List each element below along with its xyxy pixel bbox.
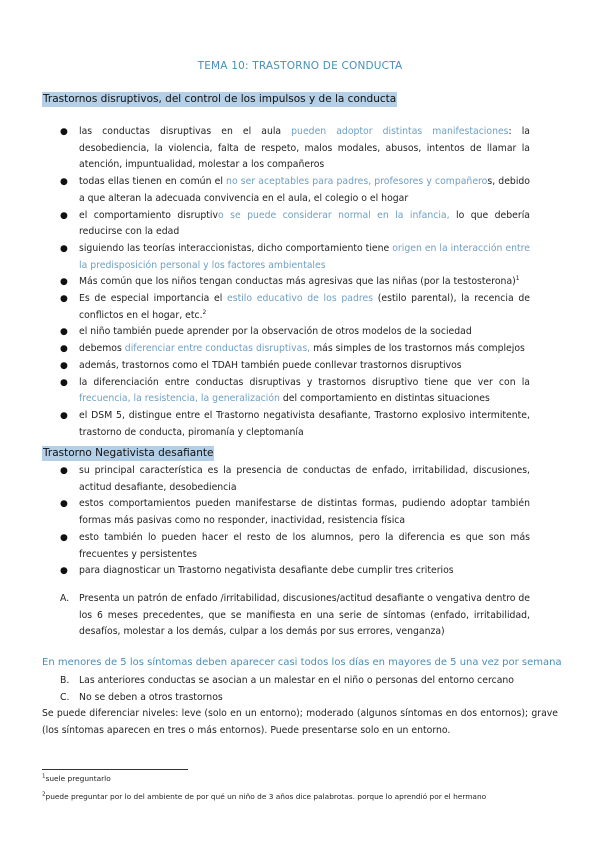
footnote-1 [42, 774, 111, 783]
bullet-text: debemos [79, 343, 125, 355]
highlighted-text: estilo educativo de los padres [227, 293, 374, 305]
bullet-text: más simples de los trastornos más complejos [310, 343, 525, 355]
highlighted-text: o se puede considerar normal en la infancia, [218, 209, 450, 221]
bullet-icon: ● [60, 294, 68, 305]
bullet-text: esto también lo pueden hacer el resto de los alumnos, pero la diferencia es que son más frecuentes y persistentes [79, 531, 530, 560]
list-item [0, 673, 600, 690]
highlighted-text: diferenciar entre conductas disruptivas, [124, 343, 311, 355]
disruptive-bullet-list [0, 124, 600, 441]
footnote-2 [42, 792, 486, 801]
bullet-icon: ● [60, 344, 68, 355]
footnote-number: 1 [42, 773, 46, 780]
bullet-icon: ● [60, 566, 68, 577]
section-heading-negativista: Trastorno Negativista desafiante [43, 447, 214, 459]
criterion-text: Las anteriores conductas se asocian a un malestar en el niño o personas del entorno cercano [79, 675, 514, 686]
list-item [0, 591, 600, 641]
list-item [0, 208, 600, 241]
document-title: TEMA 10: TRASTORNO DE CONDUCTA [197, 60, 403, 72]
bullet-text: (estilo parental), la recencia de conflictos en el hogar, etc. [79, 293, 530, 321]
criterion-letter: B. [60, 675, 70, 686]
footnote-number: 2 [42, 791, 46, 798]
frequency-note: En menores de 5 los síntomas deben aparecer casi todos los días en mayores de 5 una vez por semana [42, 657, 562, 668]
severity-paragraph: Se puede diferenciar niveles: leve (solo en un entorno); moderado (algunos síntomas en dos entornos); grave (los síntomas aparecen en tres o más entornos). Puede presentarse solo en un entorno. [42, 708, 558, 736]
footnote-divider [42, 769, 188, 770]
footnote-ref[interactable]: 2 [202, 308, 207, 316]
list-item [0, 563, 600, 580]
bullet-text: del comportamiento en distintas situaciones [279, 393, 490, 405]
bullet-icon: ● [60, 499, 68, 510]
bullet-text: s, debido a que alteran la adecuada convivencia en el aula, el colegio o el hogar [79, 176, 530, 204]
criterion-letter: A. [60, 593, 70, 604]
criteria-b-c [0, 673, 600, 706]
criterion-text: Presenta un patrón de enfado /irritabilidad, discusiones/actitud desafiante o vengativa dentro de los 6 meses precedentes, que se manifiesta en una serie de síntomas (enfado, irritabilidad, desafíos, molestar a los demás, culpar a los demás por sus errores, venganza) [79, 593, 530, 638]
list-item [0, 241, 600, 274]
bullet-icon: ● [60, 127, 68, 137]
list-item [0, 341, 600, 358]
bullet-text: siguiendo las teorías interaccionistas, dicho comportamiento tiene [79, 242, 393, 254]
bullet-text: el comportamiento disruptiv [79, 209, 219, 221]
bullet-text: para diagnosticar un Trastorno negativista desafiante debe cumplir tres criterios [79, 565, 454, 577]
list-item [0, 375, 600, 408]
bullet-icon: ● [60, 277, 68, 288]
bullet-icon: ● [60, 410, 68, 421]
highlighted-text: frecuencia, la resistencia, la generalización [79, 393, 280, 405]
bullet-text: su principal característica es la presencia de conductas de enfado, irritabilidad, discusiones, actitud desafiante, desobediencia [79, 465, 530, 493]
footnote-ref[interactable]: 1 [515, 275, 520, 283]
bullet-icon: ● [60, 327, 68, 338]
list-item [0, 408, 600, 441]
bullet-icon: ● [60, 243, 68, 254]
bullet-text: el niño también puede aprender por la observación de otros modelos de la sociedad [79, 326, 472, 338]
highlighted-text: pueden adoptor distintas manifestaciones [291, 126, 509, 137]
list-item [0, 690, 600, 707]
section-heading-disruptivos: Trastornos disruptivos, del control de los impulsos y de la conducta [43, 93, 397, 105]
highlighted-text: no ser aceptables para padres, profesores y compañero [226, 176, 488, 188]
negativista-bullet-list [0, 463, 600, 580]
footnote-text: puede preguntar por lo del ambiente de por qué un niño de 3 años dice palabrotas. porque lo aprendió por el hermano [45, 792, 487, 801]
bullet-icon: ● [60, 532, 68, 543]
bullet-text: todas ellas tienen en común el [79, 176, 227, 188]
bullet-icon: ● [60, 360, 68, 371]
bullet-text: Más común que los niños tengan conductas más agresivas que las niñas (por la testosterona) [79, 276, 516, 288]
criterion-a [0, 591, 600, 641]
bullet-icon: ● [60, 377, 68, 388]
list-item [0, 358, 600, 375]
list-item [0, 324, 600, 341]
list-item [0, 463, 600, 496]
bullet-icon: ● [60, 210, 68, 221]
list-item [0, 496, 600, 529]
criterion-text: No se deben a otros trastornos [79, 691, 223, 703]
list-item [0, 174, 600, 207]
bullet-text: lo que debería reducirse con la edad [79, 209, 530, 238]
list-item [0, 291, 600, 324]
bullet-text: : la desobediencia, la violencia, falta de respeto, malos modales, abusos, intentos de llamar la atención, impuntualidad, molestar a los compañeros [79, 126, 530, 171]
list-item [0, 530, 600, 563]
list-item [0, 124, 600, 174]
highlighted-text: origen en la interacción entre la predisposición personal y los factores ambientales [79, 242, 530, 271]
bullet-icon: ● [60, 466, 68, 476]
bullet-text: además, trastornos como el TDAH también puede conllevar trastornos disruptivos [79, 359, 462, 371]
list-item [0, 274, 600, 291]
footnote-text: suele preguntarlo [45, 774, 111, 783]
bullet-text: las conductas disruptivas en el aula [79, 126, 292, 137]
bullet-text: la diferenciación entre conductas disruptivas y trastornos disruptivo tiene que ver con la [79, 376, 530, 388]
criterion-letter: C. [60, 691, 70, 703]
bullet-text: el DSM 5, distingue entre el Trastorno negativista desafiante, Trastorno explosivo intermitente, trastorno de conducta, piromanía y cleptomanía [79, 409, 530, 438]
bullet-text: estos comportamientos pueden manifestarse de distintas formas, pudiendo adoptar también formas más pasivas como no responder, inactividad, resistencia física [79, 498, 530, 527]
bullet-icon: ● [60, 177, 68, 188]
bullet-text: Es de especial importancia el [79, 293, 228, 305]
